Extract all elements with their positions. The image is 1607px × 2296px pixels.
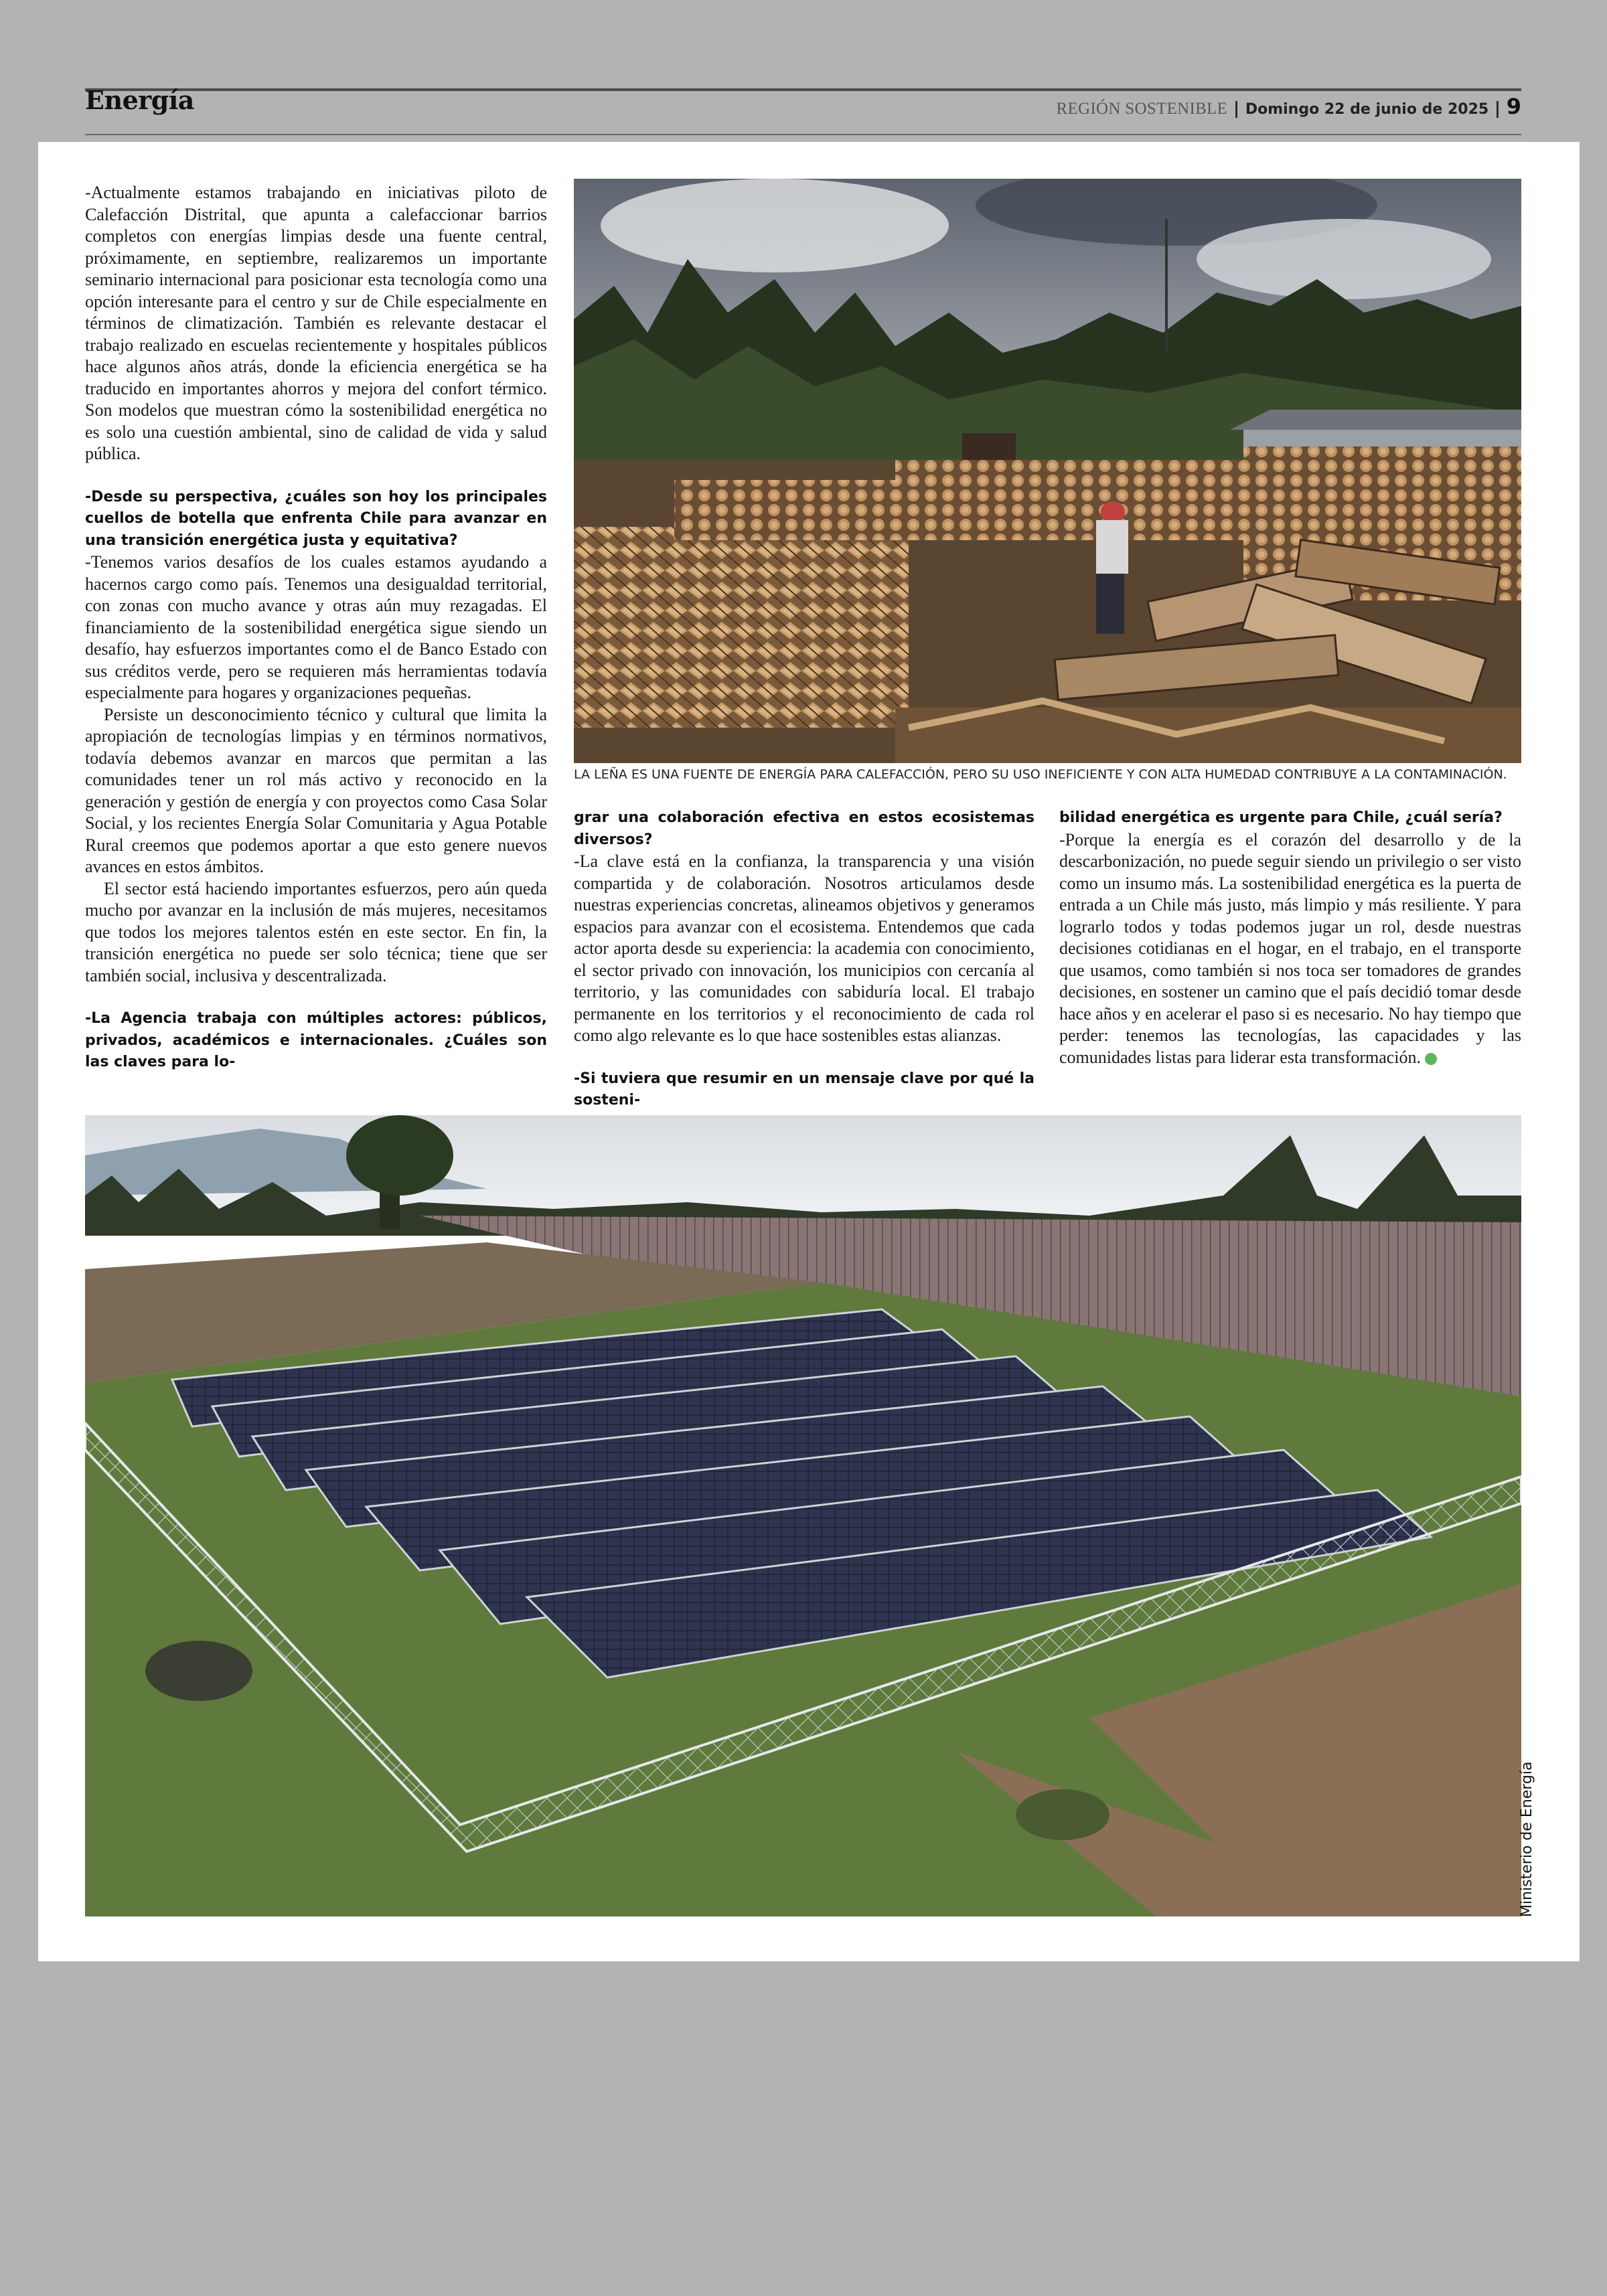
article-column-1 bbox=[85, 182, 547, 1074]
issue-date: Domingo 22 de junio de 2025 bbox=[1245, 101, 1489, 118]
solar-plant-photo bbox=[85, 1115, 1521, 1916]
header-rule-top bbox=[85, 88, 1521, 91]
answer-paragraph: El sector está haciendo importantes esfuerzos, pero aún queda mucho por avanzar en la inclusión de más mujeres, necesitamos que todos los mejores talentos estén en este sector. En fin, la transición energética no puede ser solo técnica; tiene que ser también social, inclusiva y descentralizada. bbox=[85, 878, 547, 985]
photo-caption: LA LEÑA ES UNA FUENTE DE ENERGÍA PARA CALEFACCIÓN, PERO SU USO INEFICIENTE Y CON ALTA HUMEDAD CONTRIBUYE A LA CONTAMINACIÓN. bbox=[574, 767, 1507, 782]
answer-text: -Porque la energía es el corazón del desarrollo y de la descarbonización, no puede seguir siendo un privilegio o ser visto como un insumo más. La sostenibilidad energética es la puerta de entrada a un Chile más justo, más limpio y más resiliente. Y para lograrlo todos y todas podemos jugar un rol, desde nuestras decisiones cotidianas en el hogar, en el trabajo, en el transporte que usamos, como también si nos toca ser tomadores de grandes decisiones, en sostener un camino que el país decidió tomar desde hace años y en acelerar el paso si es necesario. No hay tiempo que perder: tenemos las tecnologías, las capacidades y las comunidades listas para liderar esta transformación. bbox=[1059, 829, 1521, 1067]
interview-question: -La Agencia trabaja con múltiples actores: públicos, privados, académicos e internacionales. ¿Cuáles son las claves para lo- bbox=[85, 1010, 547, 1070]
photo-credit: Ministerio de Energía bbox=[1519, 1761, 1535, 1917]
article-column-3 bbox=[1059, 807, 1521, 1068]
header-rule-bottom bbox=[85, 134, 1521, 135]
interview-question: grar una colaboración efectiva en estos ecosistemas diversos? bbox=[574, 809, 1035, 848]
firewood-photo bbox=[574, 179, 1521, 763]
folio-separator: | bbox=[1227, 98, 1245, 118]
interview-question: bilidad energética es urgente para Chile, ¿cuál sería? bbox=[1059, 809, 1503, 826]
section-title: Energía bbox=[85, 85, 194, 115]
answer-paragraph: -Actualmente estamos trabajando en iniciativas piloto de Calefacción Distrital, que apunta a calefaccionar barrios completos con energías limpias desde una fuente central, próximamente, en septiembre, realizaremos un importante seminario internacional para posicionar esta tecnología como una opción interesante para el centro y sur de Chile especialmente en términos de climatización. También es relevante destacar el trabajo realizado en escuelas recientemente y hospitales públicos hace algunos años atrás, donde la eficiencia energética se ha traducido en importantes ahorros y mejora del confort térmico. Son modelos que muestran cómo la sostenibilidad energética no es solo una cuestión ambiental, sino de calidad de vida y salud pública. bbox=[85, 183, 547, 463]
end-mark-dot bbox=[1425, 1053, 1437, 1065]
answer-paragraph bbox=[1059, 829, 1521, 1069]
page-folio bbox=[1056, 94, 1521, 119]
answer-paragraph: -Tenemos varios desafíos de los cuales estamos ayudando a hacernos cargo como país. Tenemos una desigualdad territorial, con zonas con mucho avance y otras aún muy rezagadas. El financiamiento de la sostenibilidad energética sigue siendo un desafío, hay esfuerzos importantes como el de Banco Estado con sus créditos verde, pero se requieren más herramientas todavía especialmente para hogares y organizaciones pequeñas. bbox=[85, 552, 547, 702]
publication-name: REGIÓN SOSTENIBLE bbox=[1056, 100, 1228, 118]
article-column-2 bbox=[574, 807, 1035, 1112]
interview-question: -Desde su perspectiva, ¿cuáles son hoy los principales cuellos de botella que enfrenta Chile para avanzar en una transición energética justa y equitativa? bbox=[85, 488, 547, 549]
answer-paragraph: Persiste un desconocimiento técnico y cultural que limita la apropiación de tecnologías limpias y en términos normativos, todavía debemos avanzar en marcos que permitan a las comunidades tener un rol más activo y reconocido en la generación y gestión de energía y con proyectos como Casa Solar Social, y los recientes Energía Solar Comunitaria y Agua Potable Rural creemos que podemos aportar a que esto genere nuevos avances en estos ámbitos. bbox=[85, 704, 547, 876]
page-number: 9 bbox=[1506, 94, 1521, 119]
answer-paragraph: -La clave está en la confianza, la transparencia y una visión compartida y de colaboración. Nosotros articulamos desde nuestras experiencias concretas, alineamos objetivos y generamos espacios para avanzar con el ecosistema. Entendemos que cada actor aporta desde su experiencia: la academia con conocimiento, el sector privado con innovación, los municipios con cercanía al territorio, y las comunidades con sabiduría local. El trabajo permanente en los territorios y el reconocimiento de cada rol como algo relevante es lo que hace sostenibles estas alianzas. bbox=[574, 851, 1035, 1045]
interview-question: -Si tuviera que resumir en un mensaje clave por qué la sosteni- bbox=[574, 1070, 1035, 1109]
folio-separator-2: | bbox=[1488, 98, 1507, 118]
